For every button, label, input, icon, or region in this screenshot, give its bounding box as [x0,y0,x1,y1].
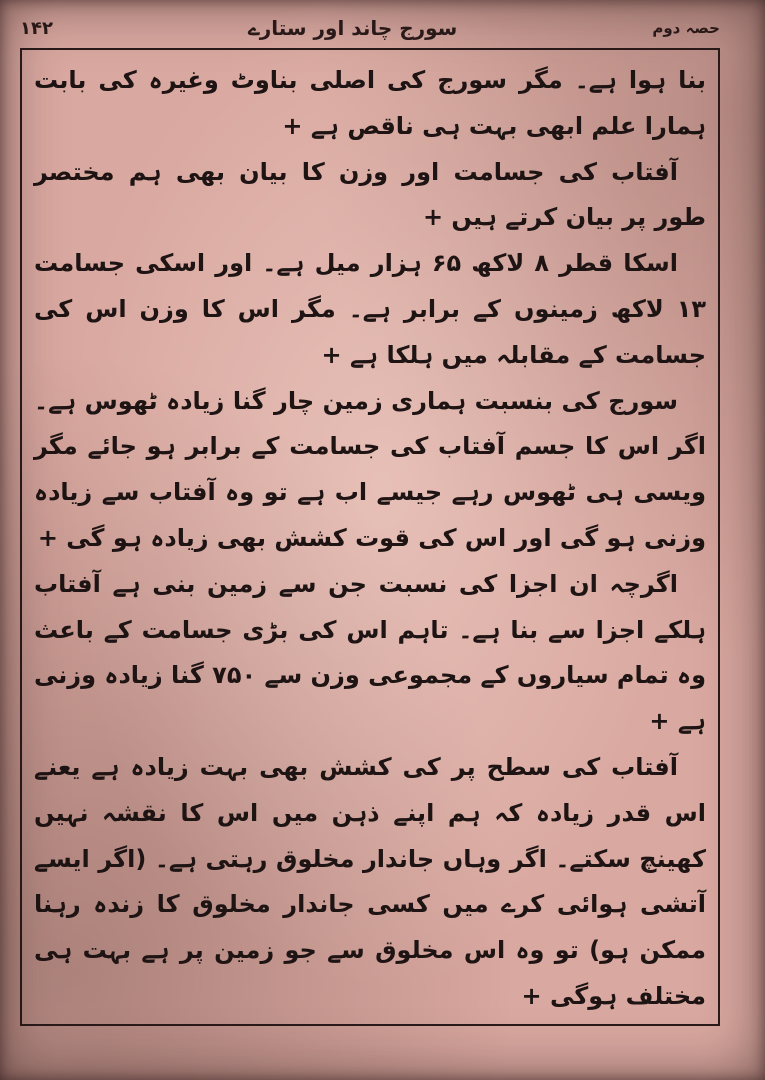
section-label: حصہ دوم [652,19,720,37]
running-title: سورج چاند اور ستارے [247,16,458,40]
paragraph: بنا ہوا ہے۔ مگر سورج کی اصلی بناوٹ وغیرہ کی بابت ہمارا علم ابھی بہت ہی ناقص ہے + [34,66,706,140]
paragraph: آفتاب کی جسامت اور وزن کا بیان بھی ہم مختصر طور پر بیان کرتے ہیں + [34,157,706,232]
paragraph: اسکا قطر ۸ لاکھ ۶۵ ہزار میل ہے۔ اور اسکی جسامت ۱۳ لاکھ زمینوں کے برابر ہے۔ مگر اس کا وزن اس کی جسامت کے مقابلہ میں ہلکا ہے + [34,249,706,369]
body-text [34,58,706,1020]
paragraph: سورج کی بنسبت ہماری زمین چار گنا زیادہ ٹھوس ہے۔ اگر اس کا جسم آفتاب کی جسامت کے برابر ہو جائے مگر ویسی ہی ٹھوس رہے جیسے اب ہے تو وہ آفتاب سے زیادہ وزنی ہو گی اور اس کی قوت کشش بھی زیادہ ہو گی + [34,386,706,552]
page-header [20,10,720,46]
page-number: ۱۴۲ [20,17,53,39]
paragraph: آفتاب کی سطح پر کی کشش بھی بہت زیادہ ہے یعنے اس قدر زیادہ کہ ہم اپنے ذہن میں اس کا نقشہ نہیں کھینچ سکتے۔ اگر وہاں جاندار مخلوق رہتی ہے۔ (اگر ایسے آتشی ہوائی کرے میں کسی جاندار مخلوق کا زندہ رہنا ممکن ہو) تو وہ اس مخلوق سے جو زمین پر ہے بہت ہی مختلف ہوگی + [34,752,706,1010]
paragraph: اگرچہ ان اجزا کی نسبت جن سے زمین بنی ہے آفتاب ہلکے اجزا سے بنا ہے۔ تاہم اس کی بڑی جسامت کے باعث وہ تمام سیاروں کے مجموعی وزن سے ۷۵۰ گنا زیادہ وزنی ہے + [34,569,707,736]
